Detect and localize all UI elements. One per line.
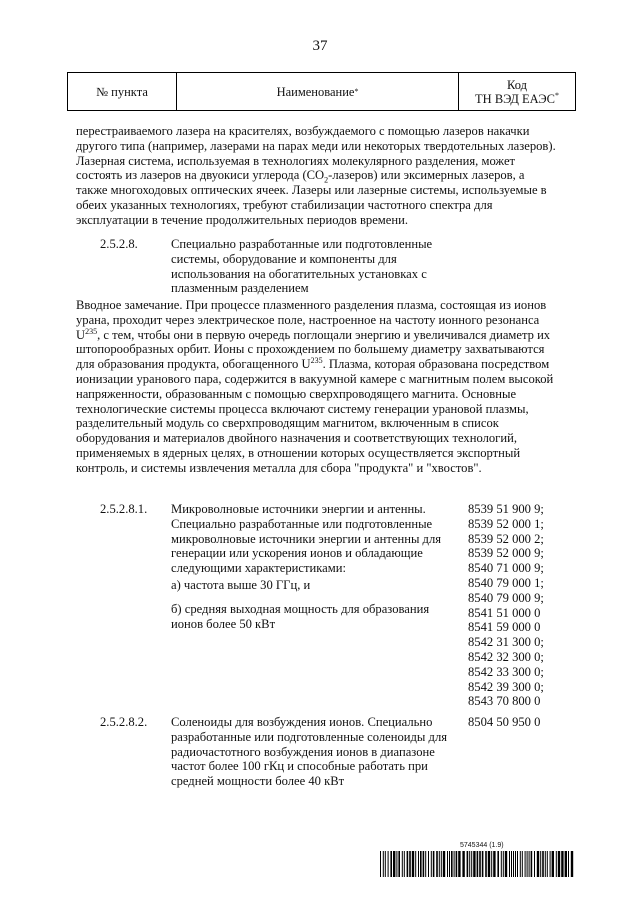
code-entry: 8541 59 000 0 bbox=[468, 620, 541, 635]
header-code bbox=[459, 73, 575, 110]
paragraph-text: , с тем, чтобы они в первую очередь поглощали энергию и увеличивался диаметр их штопорообразных орбит. Ионы с прохождением по большему диаметру захватываются для образования продукта, обогащенного U bbox=[76, 327, 551, 372]
item-number-25281: 2.5.2.8.1. bbox=[100, 502, 148, 516]
header-item-number-label: № пункта bbox=[96, 84, 148, 99]
code-entry: 8542 32 300 0; bbox=[468, 649, 544, 664]
paragraph-text: перестраиваемого лазера на красителях, возбуждаемого с помощью лазеров накачки другого типа (например, лазерами на парах меди или некоторых твердотельных лазеров). Лазерная система, используемая в технологиях молекулярного разделения, может состоять из лазеров на двуокиси углерода (СО bbox=[76, 124, 556, 183]
code-entry: 8543 70 800 0 bbox=[468, 694, 541, 709]
paragraph-text: . Плазма, которая образована посредством ионизации уранового пара, содержится в вакуумной камере с магнитным полем высокой напряженности, образованным с помощью сверхпроводящего магнита. Основные технологические системы процесса включают систему генерации урановой плазмы, разделительный модуль со сверхпроводящим магнитом, включенным в список оборудования и материалов двойного назначения и соответствующих технологий, применяемых в ядерных целях, в отношении которых осуществляется экспортный контроль, и системы извлечения металла для сбора "продукта" и "хвостов". bbox=[76, 357, 554, 475]
header-name: Наименование * bbox=[177, 73, 459, 110]
code-entry: 8539 52 000 9; bbox=[468, 546, 544, 561]
header-name-label: Наименование bbox=[276, 84, 355, 99]
code-entry: 8542 31 300 0; bbox=[468, 635, 544, 650]
header-item-number bbox=[68, 73, 177, 110]
item-condition-a: а) частота выше 30 ГГц, и bbox=[171, 578, 311, 592]
page-number: 37 bbox=[312, 38, 328, 54]
header-code-line1: Код bbox=[507, 77, 527, 92]
header-code-line2 bbox=[475, 92, 559, 106]
item-number-25282: 2.5.2.8.2. bbox=[100, 715, 148, 729]
header-code-footnote-mark: * bbox=[554, 90, 559, 100]
code-entry: 8540 79 000 9; bbox=[468, 590, 544, 605]
subscript: 2 bbox=[324, 175, 329, 185]
item-text-2528: Специально разработанные или подготовленные системы, оборудование и компоненты для использования на обогатительных установках с плазменным разделением bbox=[171, 237, 433, 296]
table-header bbox=[67, 72, 576, 111]
item-number-2528: 2.5.2.8. bbox=[100, 237, 138, 251]
code-entry: 8540 79 000 1; bbox=[468, 575, 544, 590]
code-entry: 8539 51 900 9; bbox=[468, 502, 544, 516]
paragraph-text: Вводное замечание. При процессе плазменного разделения плазма, состоящая из ионов урана, проходит через электрическое поле, настроенное на частоту ионного резонанса U bbox=[76, 298, 547, 342]
superscript: 235 bbox=[85, 326, 98, 336]
code-entry: 8539 52 000 2; bbox=[468, 531, 544, 546]
item-code-25282: 8504 50 950 0 bbox=[468, 715, 541, 729]
code-entry: 8540 71 000 9; bbox=[468, 561, 544, 576]
barcode-image bbox=[380, 851, 576, 877]
code-entry: 8541 51 000 0 bbox=[468, 605, 541, 620]
item-text-25281: Микроволновые источники энергии и антенны. Специально разработанные или подготовленные микроволновые источники энергии и антенны для генерации или ускорения ионов и обладающие следующими характеристиками: bbox=[171, 502, 442, 576]
code-entry: 8542 33 300 0; bbox=[468, 664, 544, 679]
superscript: 235 bbox=[310, 356, 323, 365]
code-entry: 8542 39 300 0; bbox=[468, 679, 544, 694]
item-text-25282: Соленоиды для возбуждения ионов. Специально разработанные или подготовленные соленоиды для радиочастотного возбуждения ионов в диапазоне частот более 100 гКц и способные работать при средней мощности более 40 кВт bbox=[171, 715, 448, 789]
paragraph-text: -лазеров) или эксимерных лазеров, а также многоходовых оптических ячеек. Лазеры или лазерные системы, используемые в обеих указанных технологиях, требуют стабилизации частотного спектра для эксплуатации в течение продолжительных периодов времени. bbox=[76, 168, 547, 227]
header-code-line2-text: ТН ВЭД ЕАЭС bbox=[475, 91, 555, 106]
paragraph-laser-systems bbox=[76, 124, 556, 228]
code-entry: 8539 52 000 1; bbox=[468, 516, 544, 531]
paragraph-intro-note bbox=[76, 298, 556, 476]
document-id: 5745344 (1.9) bbox=[460, 842, 504, 849]
item-codes-25281 bbox=[468, 502, 564, 709]
item-condition-b: б) средняя выходная мощность для образования ионов более 50 кВт bbox=[171, 602, 430, 631]
